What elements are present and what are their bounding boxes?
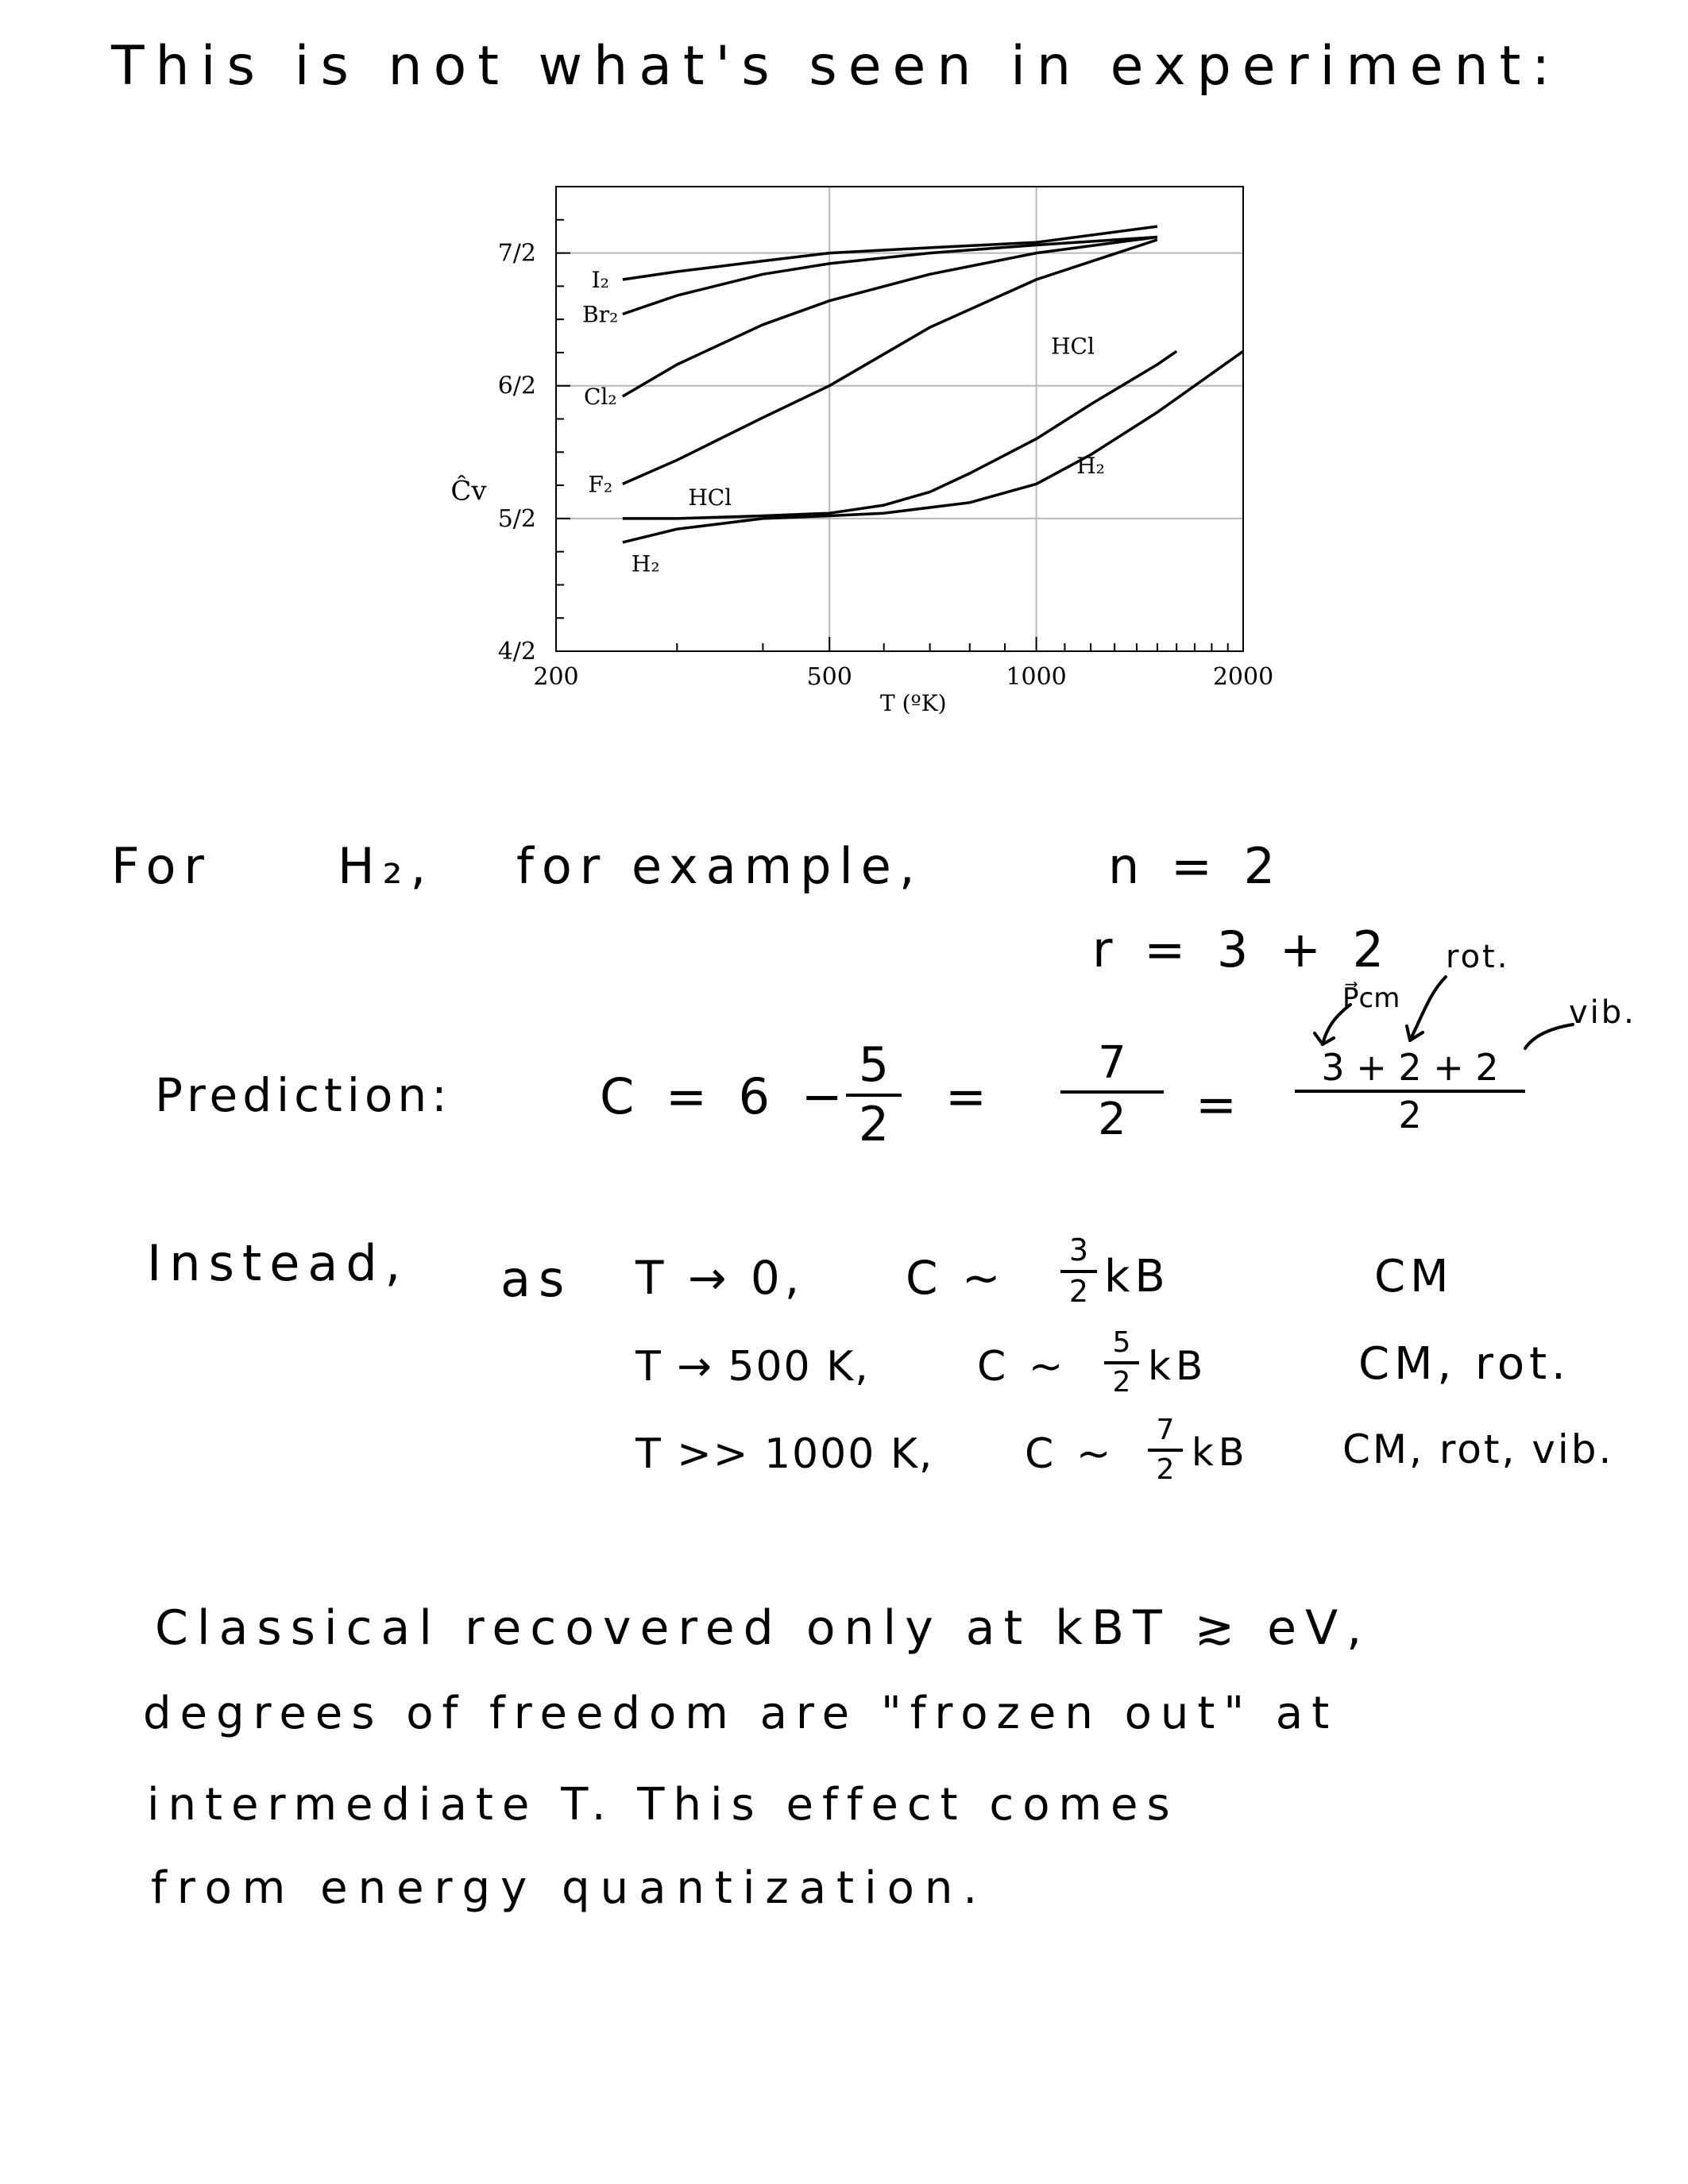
instead-row-3-fraction: 7 2 [1148, 1415, 1183, 1485]
instead-row-2-kb: kB [1148, 1343, 1208, 1389]
pcm-arrow [1323, 1005, 1350, 1044]
instead-row-1-condition: T → 0, [635, 1251, 805, 1305]
instead-row-1-kb: kB [1104, 1251, 1170, 1302]
rot-label: rot. [1446, 939, 1510, 975]
instead-row-3-c: C ~ [1025, 1430, 1116, 1478]
vib-arrow [1525, 1024, 1573, 1048]
page-heading: This is not what's seen in experiment: [111, 35, 1562, 98]
pcm-label: P⃗cm [1342, 982, 1400, 1014]
x-tick-label: 2000 [1212, 663, 1274, 691]
conclusion-line-3: intermediate T. This effect comes [147, 1779, 1179, 1831]
instead-row-1-c: C ~ [906, 1251, 1006, 1305]
series-label: H₂ [631, 550, 660, 577]
h2-text: H₂, [338, 837, 435, 895]
n-equation: n = 2 [1108, 837, 1284, 895]
conclusion-line-4: from energy quantization. [151, 1862, 988, 1914]
equals-1: = [945, 1067, 995, 1125]
as-text: as [500, 1250, 573, 1308]
x-axis-label: T (ºK) [880, 690, 947, 716]
instead-row-3-kb: kB [1192, 1430, 1250, 1475]
x-tick-label: 1000 [1006, 663, 1067, 691]
series-label: Br₂ [582, 301, 619, 328]
r-equation: r = 3 + 2 [1092, 920, 1393, 978]
instead-row-3-condition: T >> 1000 K, [635, 1430, 934, 1478]
conclusion-line-2: degrees of freedom are "frozen out" at [143, 1688, 1338, 1739]
instead-row-3-dof: CM, rot, vib. [1342, 1426, 1614, 1472]
instead-label: Instead, [147, 1234, 409, 1292]
instead-row-2-dof: CM, rot. [1358, 1338, 1570, 1390]
prediction-fraction-3: 3 + 2 + 2 2 [1295, 1048, 1525, 1135]
y-tick-label: 6/2 [497, 372, 536, 400]
equals-2: = [1196, 1075, 1245, 1133]
prediction-label: Prediction: [155, 1068, 452, 1122]
prediction-fraction-1: 5 2 [846, 1040, 902, 1150]
c-equation: C = 6 − [600, 1067, 851, 1125]
for-text: For [111, 837, 212, 895]
instead-row-2-c: C ~ [977, 1343, 1068, 1391]
conclusion-line-1: Classical recovered only at kBT ≳ eV, [155, 1600, 1371, 1656]
y-tick-label: 5/2 [497, 504, 536, 533]
series-label: HCl [1051, 333, 1095, 360]
series-label: I₂ [591, 267, 609, 293]
rot-arrow [1410, 977, 1446, 1040]
series-label: H₂ [1076, 453, 1105, 479]
y-axis-label: Ĉv [450, 475, 487, 507]
instead-row-1-fraction: 3 2 [1060, 1235, 1097, 1308]
y-tick-label: 7/2 [497, 239, 536, 268]
instead-row-1-dof: CM [1374, 1251, 1454, 1302]
x-tick-label: 500 [806, 663, 852, 691]
instead-row-2-fraction: 5 2 [1104, 1328, 1139, 1398]
y-tick-label: 4/2 [497, 638, 536, 666]
instead-row-2-condition: T → 500 K, [635, 1343, 870, 1391]
x-tick-label: 200 [533, 663, 579, 691]
series-label: HCl [688, 484, 732, 511]
for-example-text: for example, [516, 837, 923, 895]
vib-label: vib. [1569, 994, 1636, 1031]
series-label: F₂ [588, 471, 613, 498]
series-label: Cl₂ [583, 384, 617, 411]
prediction-fraction-2: 7 2 [1060, 1040, 1164, 1144]
